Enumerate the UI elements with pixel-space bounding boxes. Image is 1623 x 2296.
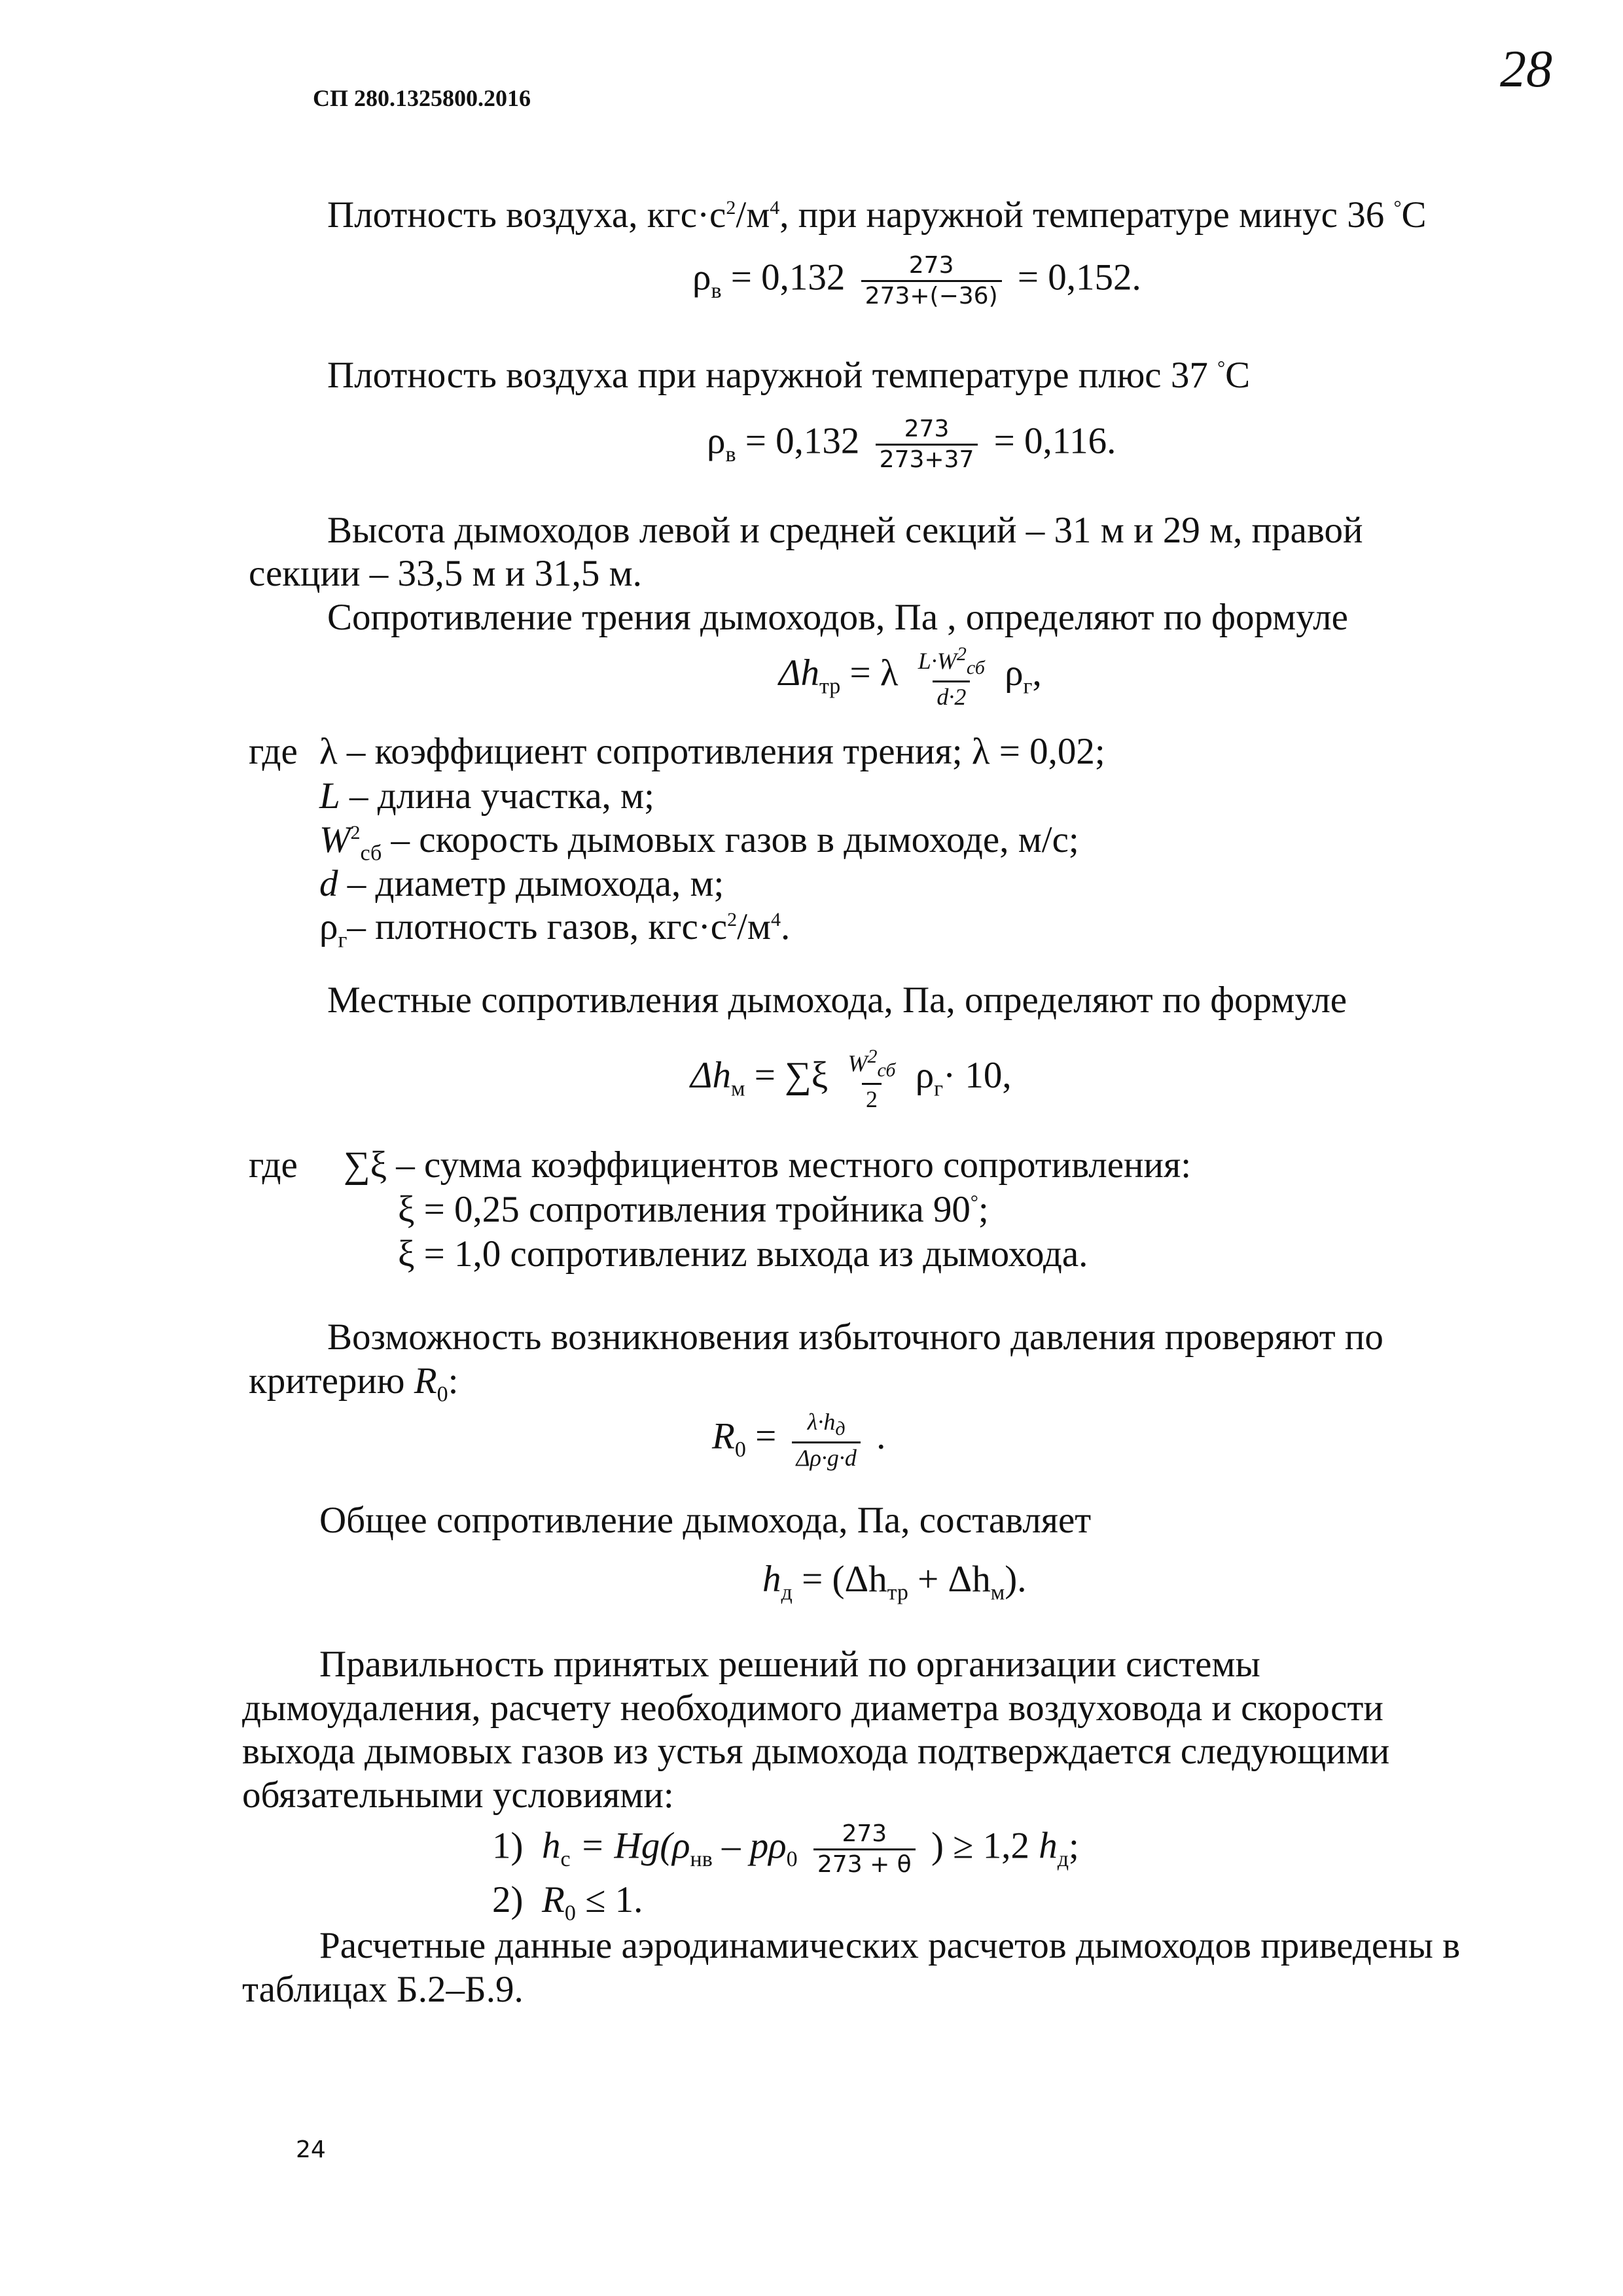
where-label-1: где xyxy=(249,731,298,772)
lambda-definition: λ – коэффициент сопротивления трения; λ = 0,02; xyxy=(319,731,1105,772)
condition-2: 2) $R_0 \le 1$. xyxy=(492,1879,643,1926)
diameter-definition: d – диаметр дымохода, м; xyxy=(319,863,724,904)
chimney-height-line-1: Высота дымоходов левой и средней секций – 31 м и 29 м, правой xyxy=(327,510,1363,551)
total-formula: $h_д = (\Delta h_{тр} + \Delta h_м)$. xyxy=(762,1559,1027,1605)
density-plus-formula: $\rho_в = 0,132$ $\frac{273}{273+37}$ = 0,116. xyxy=(707,415,1116,473)
page-number: 24 xyxy=(296,2136,326,2163)
final-line-1: Расчетные данные аэродинамических расчетов дымоходов приведены в xyxy=(319,1925,1461,1966)
local-fraction: $\frac{W^2_{сб}}{2}$ xyxy=(847,1046,896,1113)
document-code-header: СП 280.1325800.2016 xyxy=(313,85,531,111)
conditions-line-4: обязательными условиями: xyxy=(242,1775,674,1816)
conditions-line-1: Правильность принятых решений по организации системы xyxy=(319,1644,1260,1685)
xi-tee-definition: ξ = 0,25 сопротивления тройника 90°; xyxy=(398,1189,989,1230)
chimney-height-line-2: секции – 33,5 м и 31,5 м. xyxy=(249,553,642,594)
condition-1-fraction: $\frac{273}{273 + \theta}$ xyxy=(813,1822,916,1877)
handwritten-page-mark: 28 xyxy=(1500,41,1552,98)
density-minus-formula: $\rho_в = 0,132$ $\frac{273}{273+(-36)}$ = 0,152. xyxy=(692,252,1141,309)
density-minus-fraction: $\frac{273}{273+(-36)}$ xyxy=(861,254,1002,308)
friction-fraction: $\frac{L\cdot W^2_{сб}}{d\cdot 2}$ xyxy=(918,643,985,711)
final-line-2: таблицах Б.2–Б.9. xyxy=(242,1969,524,2010)
speed-definition: $W^2_{сб}$ – скорость дымовых газов в дымоходе, м/с; xyxy=(319,819,1079,866)
density-plus-fraction: $\frac{273}{273+37}$ xyxy=(876,417,978,472)
local-intro: Местные сопротивления дымохода, Па, определяют по формуле xyxy=(327,980,1347,1021)
density-minus-text: Плотность воздуха, $кгс\cdot с^2/м^4$, при наружной температуре минус 36 °С xyxy=(327,194,1427,236)
overpressure-line-2: критерию $R_0$: xyxy=(249,1360,459,1407)
length-definition: L – длина участка, м; xyxy=(319,775,654,817)
conditions-line-2: дымоудаления, расчету необходимого диаметра воздуховода и скорости xyxy=(242,1687,1383,1729)
condition-1: 1) $h_c = Hg(\rho_{нв} - p\rho_0$ $\frac{273}{273 + \theta}$ ) ≥ 1,2 $h_д$; xyxy=(492,1820,1079,1878)
density-plus-text: Плотность воздуха при наружной температуре плюс 37 °С xyxy=(327,355,1251,396)
gas-density-definition: $\rho_г-$ плотность газов, $кгс\cdot с^2/м^4$. xyxy=(319,906,791,953)
r0-formula: $R_0$ = $\frac{\lambda\cdot h_д}{\Delta\rho\cdot g\cdot d}$ . xyxy=(712,1409,886,1472)
local-formula: $\Delta h_м = \sum\xi$ $\frac{W^2_{сб}}{2}$ $\rho_г\cdot 10$, xyxy=(690,1046,1012,1113)
overpressure-line-1: Возможность возникновения избыточного давления проверяют по xyxy=(327,1316,1383,1358)
xi-exit-definition: ξ = 1,0 сопротивлениz выхода из дымохода. xyxy=(398,1233,1088,1275)
r0-fraction: $\frac{\lambda\cdot h_д}{\Delta\rho\cdot g\cdot d}$ xyxy=(792,1410,860,1470)
conditions-line-3: выхода дымовых газов из устья дымохода подтверждается следующими xyxy=(242,1731,1390,1772)
sum-xi-definition: ∑ξ – сумма коэффициентов местного сопротивления: xyxy=(344,1144,1192,1186)
friction-intro: Сопротивление трения дымоходов, Па , определяют по формуле xyxy=(327,597,1348,638)
where-label-2: где xyxy=(249,1144,298,1186)
total-intro: Общее сопротивление дымохода, Па, составляет xyxy=(319,1500,1092,1541)
friction-formula: $\Delta h_{тр} = \lambda$ $\frac{L\cdot W^2_{сб}}{d\cdot 2}$ $\rho_г$, xyxy=(779,643,1042,711)
